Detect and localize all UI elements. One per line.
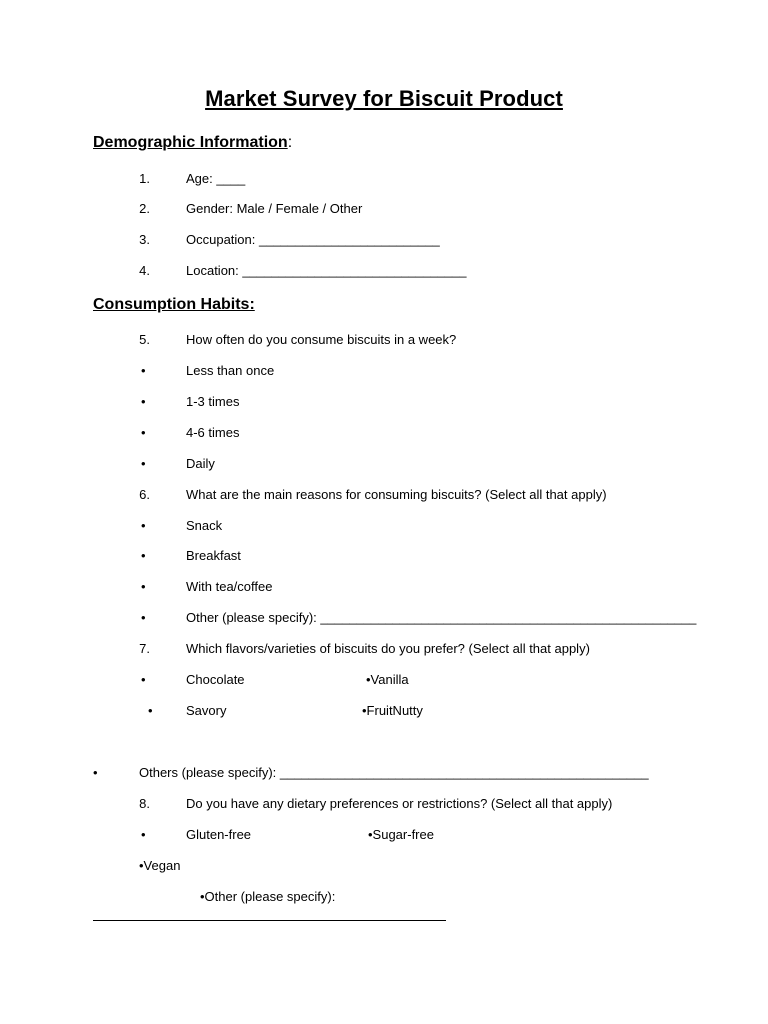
option-label[interactable]: Gluten-free	[186, 827, 252, 842]
demographic-heading-colon: :	[287, 134, 293, 151]
bullet: •	[141, 394, 146, 409]
question-text: Age: ____	[186, 171, 246, 186]
question-text: Location: _______________________________	[186, 263, 467, 278]
bullet: •	[141, 425, 146, 440]
option-label: With tea/coffee	[186, 579, 273, 594]
option-label[interactable]: •Sugar-free	[368, 827, 434, 842]
option-label[interactable]: Chocolate	[186, 672, 245, 687]
option-label: •Other (please specify):	[200, 889, 336, 904]
option-label[interactable]: Savory	[186, 703, 227, 718]
question-number: 2.	[139, 201, 150, 216]
option-label: Daily	[186, 456, 215, 471]
option-label: Others (please specify): ___________________________________________________	[139, 765, 649, 780]
option-label[interactable]: •Vanilla	[366, 672, 409, 687]
question-text: Which flavors/varieties of biscuits do you prefer? (Select all that apply)	[186, 641, 590, 656]
option-label: Less than once	[186, 363, 275, 378]
question-number: 3.	[139, 232, 150, 247]
bullet: •	[141, 672, 146, 687]
question-text: Do you have any dietary preferences or restrictions? (Select all that apply)	[186, 796, 613, 811]
question-number: 4.	[139, 263, 150, 278]
consumption-heading-text: Consumption Habits:	[93, 296, 255, 313]
question-text: What are the main reasons for consuming biscuits? (Select all that apply)	[186, 487, 607, 502]
demographic-heading-text: Demographic Information	[93, 134, 288, 151]
section-heading-consumption	[93, 296, 255, 314]
bullet: •	[148, 703, 153, 718]
option-label: Other (please specify): ____________________________________________________	[186, 610, 697, 625]
option-label[interactable]: •FruitNutty	[362, 703, 423, 718]
question-number: 8.	[139, 796, 150, 811]
question-text: How often do you consume biscuits in a week?	[186, 332, 457, 347]
bullet: •	[141, 579, 146, 594]
question-number: 6.	[139, 487, 150, 502]
option-label: Snack	[186, 518, 223, 533]
bullet: •	[141, 610, 146, 625]
bullet: •	[141, 363, 146, 378]
question-number: 5.	[139, 332, 150, 347]
option-label: 1-3 times	[186, 394, 240, 409]
option-label: 4-6 times	[186, 425, 240, 440]
option-label: •Vegan	[139, 858, 181, 873]
question-text: Occupation: _________________________	[186, 232, 440, 247]
option-label: Breakfast	[186, 548, 241, 563]
bullet: •	[141, 518, 146, 533]
page-title: Market Survey for Biscuit Product	[205, 86, 563, 111]
question-text: Gender: Male / Female / Other	[186, 201, 363, 216]
bullet: •	[141, 827, 146, 842]
question-number: 7.	[139, 641, 150, 656]
bullet: •	[141, 548, 146, 563]
answer-line[interactable]	[93, 920, 446, 921]
bullet: •	[141, 456, 146, 471]
section-heading-demographic	[93, 134, 292, 152]
question-number: 1.	[139, 171, 150, 186]
bullet: •	[93, 765, 98, 780]
